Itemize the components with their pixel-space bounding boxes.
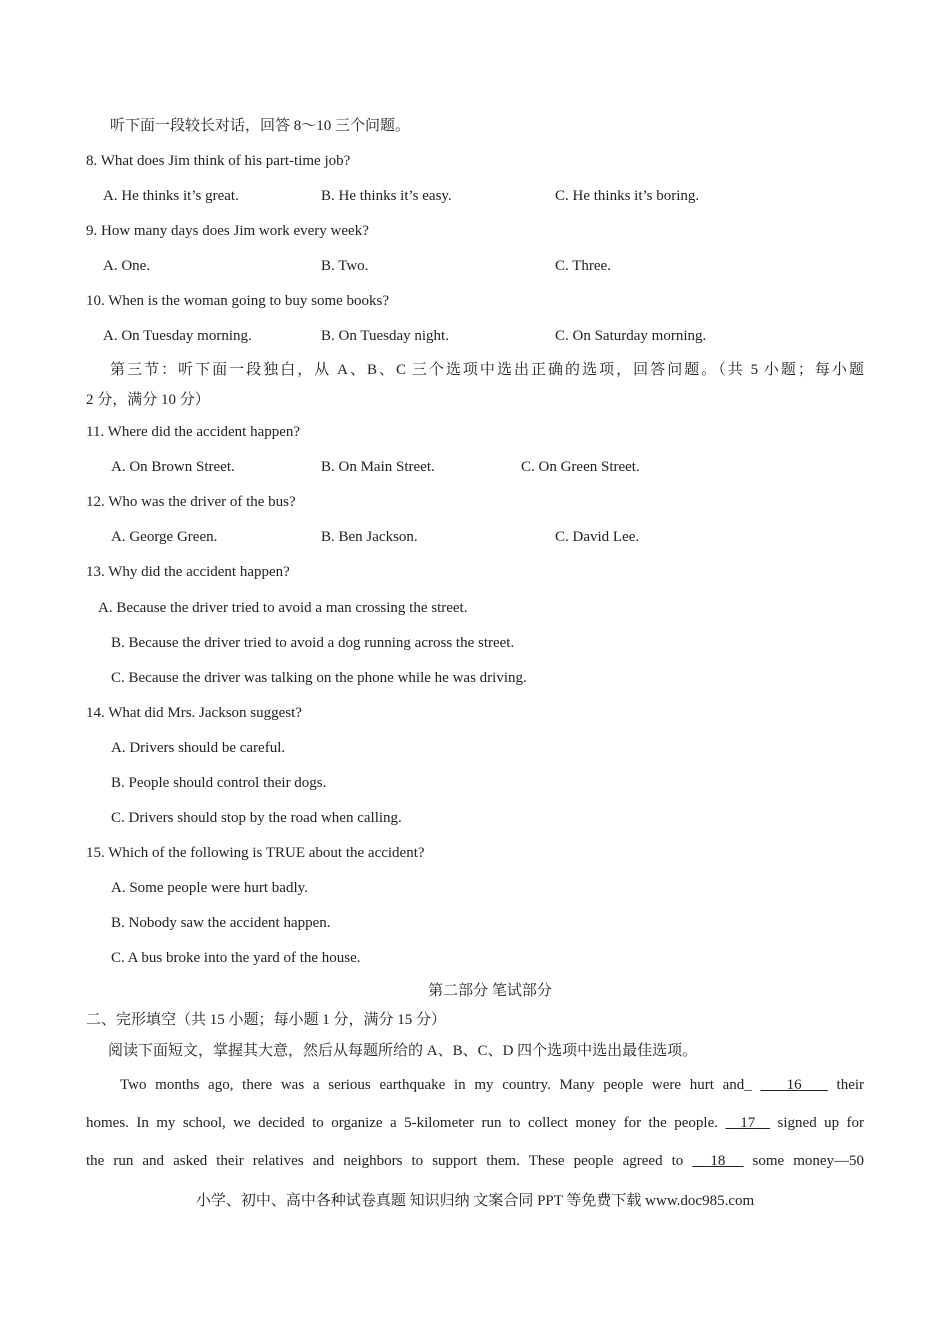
q14-option-c: C. Drivers should stop by the road when calling. bbox=[111, 810, 402, 826]
q11-option-b: B. On Main Street. bbox=[321, 459, 435, 475]
q9-option-b: B. Two. bbox=[321, 258, 369, 274]
q9-option-a: A. One. bbox=[103, 258, 151, 274]
q10-option-c: C. On Saturday morning. bbox=[555, 328, 707, 344]
question-12: 12. Who was the driver of the bus? bbox=[86, 494, 296, 510]
cloze-instruction: 阅读下面短文，掌握其大意，然后从每题所给的 A、B、C、D 四个选项中选出最佳选项。 bbox=[108, 1043, 698, 1059]
q8-option-b: B. He thinks it’s easy. bbox=[321, 188, 452, 204]
question-9: 9. How many days does Jim work every week? bbox=[86, 223, 369, 239]
cloze-title: 二、完形填空（共 15 小题；每小题 1 分，满分 15 分） bbox=[86, 1012, 447, 1028]
q15-option-a: A. Some people were hurt badly. bbox=[111, 880, 308, 896]
q15-option-b: B. Nobody saw the accident happen. bbox=[111, 915, 331, 931]
blank-18: 18 bbox=[710, 1153, 726, 1169]
question-11: 11. Where did the accident happen? bbox=[86, 424, 301, 440]
q8-option-c: C. He thinks it’s boring. bbox=[555, 188, 700, 204]
section3-instruction-cont: 2 分，满分 10 分） bbox=[86, 392, 210, 408]
blank-16: 16 bbox=[786, 1077, 802, 1093]
q12-option-c: C. David Lee. bbox=[555, 529, 640, 545]
q15-option-c: C. A bus broke into the yard of the house. bbox=[111, 950, 361, 966]
question-10: 10. When is the woman going to buy some books? bbox=[86, 293, 390, 309]
q13-option-c: C. Because the driver was talking on the phone while he was driving. bbox=[111, 670, 527, 686]
passage-text: some money—50 bbox=[752, 1153, 865, 1169]
passage-line-2 bbox=[86, 1113, 864, 1133]
q14-option-b: B. People should control their dogs. bbox=[111, 775, 327, 791]
passage-line-3 bbox=[86, 1151, 864, 1171]
question-13: 13. Why did the accident happen? bbox=[86, 564, 290, 580]
q13-option-a: A. Because the driver tried to avoid a man crossing the street. bbox=[98, 600, 468, 616]
q9-option-c: C. Three. bbox=[555, 258, 611, 274]
passage-text: signed up for bbox=[777, 1115, 865, 1131]
q11-option-a: A. On Brown Street. bbox=[111, 459, 235, 475]
question-15: 15. Which of the following is TRUE about the accident? bbox=[86, 845, 425, 861]
passage-line-1 bbox=[120, 1075, 864, 1095]
q10-option-b: B. On Tuesday night. bbox=[321, 328, 449, 344]
section3-instruction: 第三节：听下面一段独白，从 A、B、C 三个选项中选出正确的选项，回答问题。（共 5 小题；每小题 bbox=[110, 362, 864, 378]
listening-intro-8-10: 听下面一段较长对话，回答 8～10 三个问题。 bbox=[110, 118, 411, 134]
q11-option-c: C. On Green Street. bbox=[521, 459, 640, 475]
q12-option-a: A. George Green. bbox=[111, 529, 218, 545]
q12-option-b: B. Ben Jackson. bbox=[321, 529, 418, 545]
page-footer: 小学、初中、高中各种试卷真题 知识归纳 文案合同 PPT 等免费下载 www.doc985.com bbox=[195, 1193, 755, 1209]
blank-17: 17 bbox=[740, 1115, 756, 1131]
passage-text: the run and asked their relatives and neighbors to support them. These people agreed to bbox=[86, 1153, 684, 1169]
q14-option-a: A. Drivers should be careful. bbox=[111, 740, 286, 756]
q13-option-b: B. Because the driver tried to avoid a dog running across the street. bbox=[111, 635, 515, 651]
question-8: 8. What does Jim think of his part-time job? bbox=[86, 153, 351, 169]
question-14: 14. What did Mrs. Jackson suggest? bbox=[86, 705, 302, 721]
passage-text: Two months ago, there was a serious earthquake in my country. Many people were hurt and_ bbox=[120, 1077, 752, 1093]
q8-option-a: A. He thinks it’s great. bbox=[103, 188, 239, 204]
passage-text: their bbox=[836, 1077, 865, 1093]
part-title: 第二部分 笔试部分 bbox=[428, 983, 552, 999]
q10-option-a: A. On Tuesday morning. bbox=[103, 328, 252, 344]
passage-text: homes. In my school, we decided to organize a 5-kilometer run to collect money for the people. bbox=[86, 1115, 718, 1131]
